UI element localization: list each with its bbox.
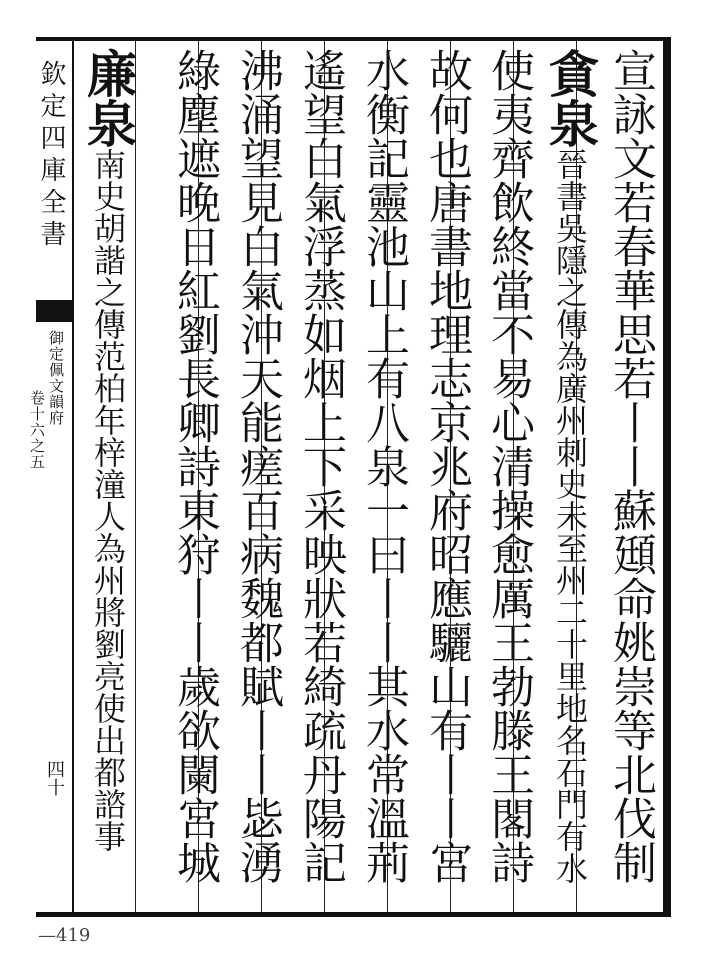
text-column-7 <box>227 48 287 908</box>
folio-number: 四十 <box>44 760 65 796</box>
text-column-5 <box>353 48 413 908</box>
column-text: 沸涌望見白氣沖天能瘥百病魏都賦丨丨毖湧 <box>232 48 283 884</box>
volume-label: 卷十六之五 <box>28 390 46 470</box>
work-title: 御定佩文韻府 <box>47 330 65 426</box>
column-text: 晉書吳隱之傳為廣州刺史未至州二十里地名石門有水 <box>551 148 589 884</box>
text-column-9 <box>78 48 138 908</box>
text-column-6 <box>290 48 350 908</box>
column-text: 遙望白氣浮蒸如烟上下采映狀若綺疏丹陽記 <box>295 48 346 884</box>
entry-heading: 貪泉 <box>541 48 600 148</box>
column-text: 故何也唐書地理志京兆府昭應驪山有丨丨宮 <box>421 48 472 884</box>
frame-bottom-border <box>36 912 671 917</box>
frame-right-border <box>663 37 671 917</box>
column-text: 宣詠文若春華思若丨丨蘇頲命姚崇等北伐制 <box>605 48 656 884</box>
column-text: 水衡記靈池山上有八泉一曰丨丨其水常溫荊 <box>358 48 409 884</box>
text-column-3 <box>478 48 538 908</box>
page-number-mark: —419 <box>38 925 91 946</box>
entry-heading: 廉泉 <box>79 48 138 148</box>
gutter-rule <box>72 41 74 912</box>
text-column-8 <box>164 48 224 908</box>
column-text: 南史胡諧之傳范柏年梓潼人為州將劉亮使出都諮事 <box>89 148 127 852</box>
column-text: 綠塵遮晚日紅劉長卿詩東狩丨丨歲欲闌宮城 <box>169 48 220 884</box>
fish-tail-mark <box>36 300 72 322</box>
text-column-4 <box>416 48 476 908</box>
text-column-1 <box>600 48 660 908</box>
column-text: 使夷齊飲終當不易心清操愈厲王勃滕王閣詩 <box>483 48 534 884</box>
book-title: 欽定四庫全書 <box>36 60 66 252</box>
text-column-2 <box>540 48 600 908</box>
